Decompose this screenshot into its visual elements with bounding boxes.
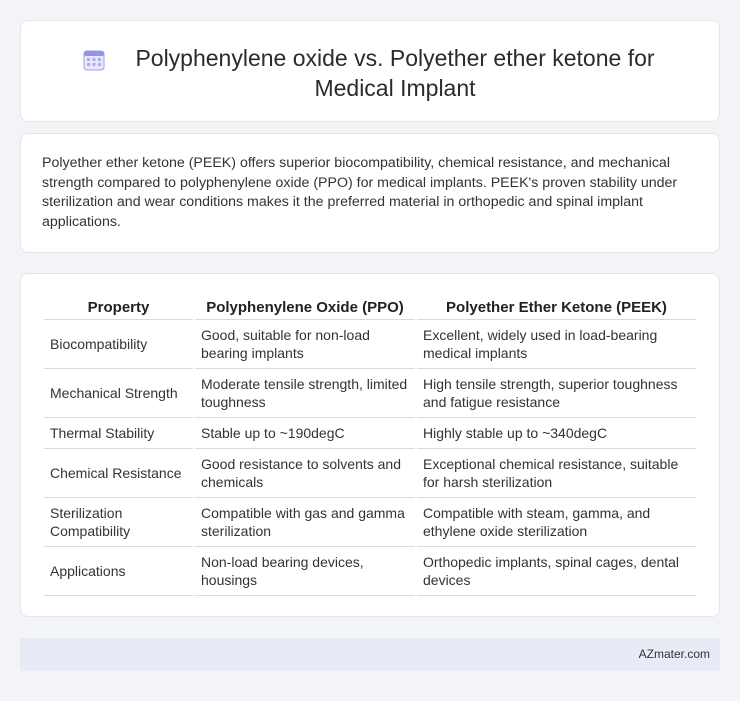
ppo-cell: Good, suitable for non-load bearing implants (195, 320, 415, 369)
table-row (44, 320, 696, 369)
comparison-table-card (20, 273, 720, 617)
ppo-cell: Good resistance to solvents and chemicals (195, 449, 415, 498)
column-header-peek: Polyether Ether Ketone (PEEK) (417, 296, 696, 320)
peek-cell: Exceptional chemical resistance, suitable for harsh sterilization (417, 449, 696, 498)
property-cell: Thermal Stability (44, 418, 193, 449)
table-row (44, 418, 696, 449)
table-row (44, 449, 696, 498)
property-cell: Sterilization Compatibility (44, 498, 193, 547)
table-row (44, 369, 696, 418)
table-row (44, 498, 696, 547)
ppo-cell: Moderate tensile strength, limited toughness (195, 369, 415, 418)
peek-cell: Highly stable up to ~340degC (417, 418, 696, 449)
property-cell: Applications (44, 547, 193, 596)
ppo-cell: Compatible with gas and gamma sterilization (195, 498, 415, 547)
column-header-property: Property (44, 296, 193, 320)
title-card (20, 20, 720, 122)
peek-cell: Orthopedic implants, spinal cages, dental devices (417, 547, 696, 596)
table-header-row (44, 296, 696, 320)
peek-cell: High tensile strength, superior toughness and fatigue resistance (417, 369, 696, 418)
summary-text: Polyether ether ketone (PEEK) offers superior biocompatibility, chemical resistance, and mechanical strength compared to polyphenylene oxide (PPO) for medical implants. PEEK's proven stability under sterilization and wear conditions makes it the preferred material in orthopedic and spinal implant applications. (42, 155, 678, 230)
peek-cell: Compatible with steam, gamma, and ethylene oxide sterilization (417, 498, 696, 547)
footer-brand: AZmater.com (638, 647, 710, 661)
summary-card (20, 133, 720, 253)
column-header-ppo: Polyphenylene Oxide (PPO) (195, 296, 415, 320)
property-cell: Mechanical Strength (44, 369, 193, 418)
ppo-cell: Stable up to ~190degC (195, 418, 415, 449)
page-title: Polyphenylene oxide vs. Polyether ether ketone for Medical Implant (135, 45, 655, 101)
ppo-cell: Non-load bearing devices, housings (195, 547, 415, 596)
property-cell: Chemical Resistance (44, 449, 193, 498)
peek-cell: Excellent, widely used in load-bearing medical implants (417, 320, 696, 369)
property-cell: Biocompatibility (44, 320, 193, 369)
comparison-table (42, 296, 698, 596)
table-row (44, 547, 696, 596)
footer-bar (20, 638, 720, 671)
